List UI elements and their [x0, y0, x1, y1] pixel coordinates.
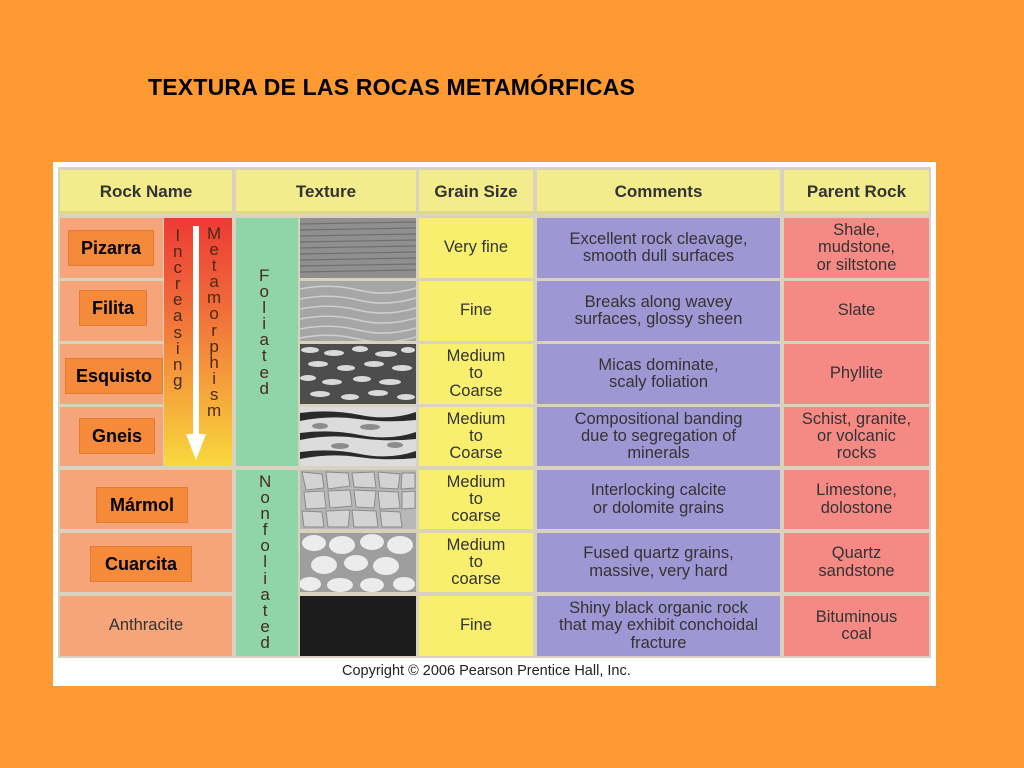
grain-size-cell: Fine — [419, 596, 533, 656]
parent-rock-cell: Limestone, dolostone — [784, 470, 929, 529]
header-parent-rock: Parent Rock — [784, 170, 929, 214]
label-gneis: Gneis — [79, 418, 155, 454]
gradient-arrow-icon — [185, 226, 207, 462]
grain-size-cell: Fine — [419, 281, 533, 341]
rock-name-anthracite: Anthracite — [60, 596, 232, 656]
nonfoliated-label: N o n f o l i a t e d — [259, 472, 272, 652]
grain-size-cell: Medium to coarse — [419, 470, 533, 529]
parent-rock-cell: Schist, granite, or volcanic rocks — [784, 407, 929, 466]
parent-rock-cell: Bituminous coal — [784, 596, 929, 656]
label-marmol: Mármol — [96, 487, 188, 523]
parent-rock-cell: Phyllite — [784, 344, 929, 404]
comment-cell: Breaks along wavey surfaces, glossy sheen — [537, 281, 780, 341]
grain-size-cell: Medium to Coarse — [419, 344, 533, 404]
grain-size-cell: Medium to Coarse — [419, 407, 533, 466]
parent-rock-cell: Quartz sandstone — [784, 533, 929, 592]
comment-cell: Micas dominate, scaly foliation — [537, 344, 780, 404]
parent-rock-cell: Shale, mudstone, or siltstone — [784, 218, 929, 278]
comment-cell: Interlocking calcite or dolomite grains — [537, 470, 780, 529]
copyright-text: Copyright © 2006 Pearson Prentice Hall, Inc. — [342, 663, 631, 679]
header-texture: Texture — [236, 170, 416, 214]
texture-schist-image — [300, 344, 416, 404]
comment-cell: Fused quartz grains, massive, very hard — [537, 533, 780, 592]
texture-marble-image — [300, 470, 416, 529]
texture-anthracite-image — [300, 596, 416, 656]
label-cuarcita: Cuarcita — [90, 546, 192, 582]
label-esquisto: Esquisto — [65, 358, 163, 394]
texture-slate-image — [300, 218, 416, 278]
grain-size-cell: Very fine — [419, 218, 533, 278]
parent-rock-cell: Slate — [784, 281, 929, 341]
metamorphism-label: M e t a m o r p h i s m — [207, 224, 222, 421]
comment-cell: Shiny black organic rock that may exhibit conchoidal fracture — [537, 596, 780, 656]
comment-cell: Excellent rock cleavage, smooth dull surfaces — [537, 218, 780, 278]
label-pizarra: Pizarra — [68, 230, 154, 266]
comment-cell: Compositional banding due to segregation of minerals — [537, 407, 780, 466]
header-rock-name: Rock Name — [60, 170, 232, 214]
header-comments: Comments — [537, 170, 780, 214]
slide-title: TEXTURA DE LAS ROCAS METAMÓRFICAS — [148, 74, 636, 100]
texture-gneiss-image — [300, 407, 416, 466]
header-grain-size: Grain Size — [419, 170, 533, 214]
grain-size-cell: Medium to coarse — [419, 533, 533, 592]
label-filita: Filita — [79, 290, 147, 326]
increasing-label: I n c r e a s i n g — [173, 226, 183, 390]
foliated-label: F o l i a t e d — [259, 266, 270, 398]
texture-quartzite-image — [300, 533, 416, 592]
texture-phyllite-image — [300, 281, 416, 341]
